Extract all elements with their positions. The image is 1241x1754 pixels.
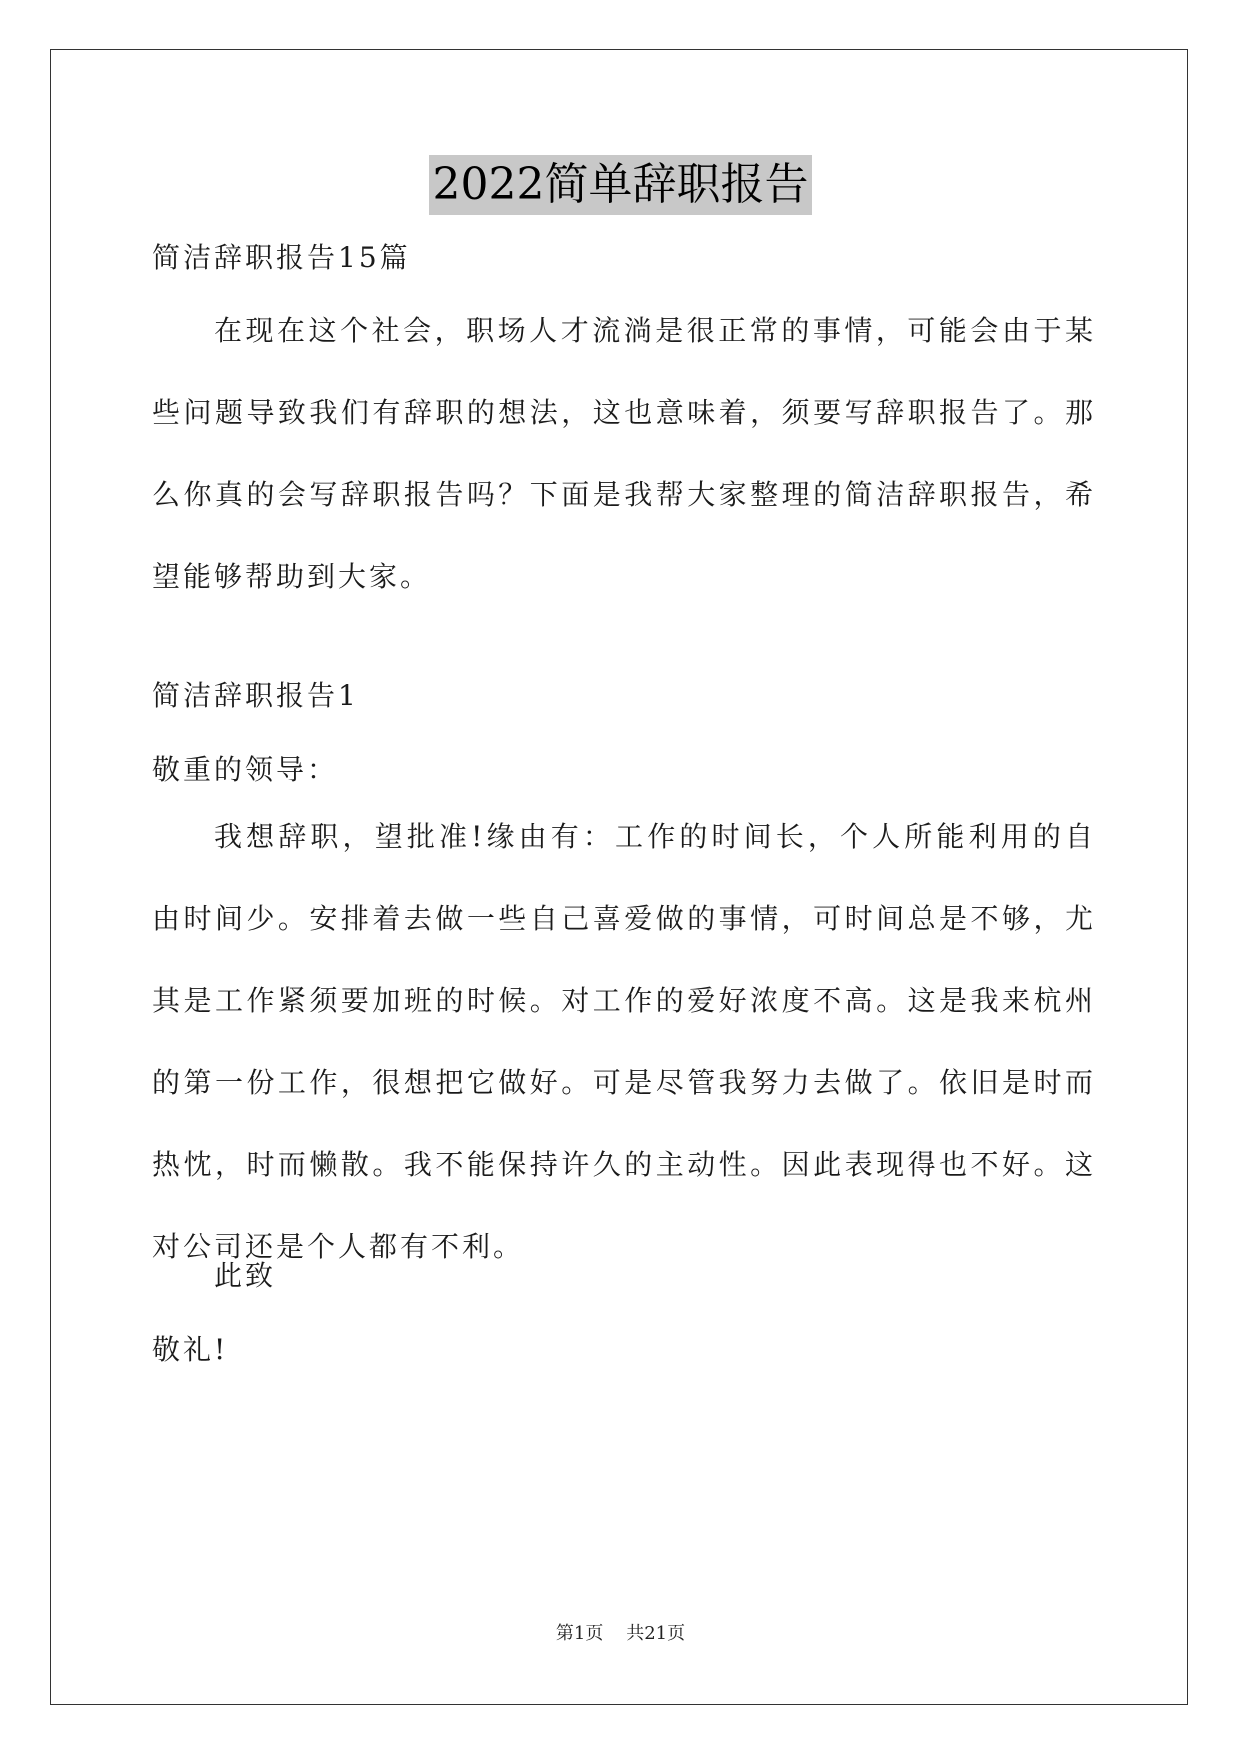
title-container	[0, 155, 1241, 215]
intro-paragraph: 在现在这个社会，职场人才流淌是很正常的事情，可能会由于某些问题导致我们有辞职的想法，这也意味着，须要写辞职报告了。那么你真的会写辞职报告吗？下面是我帮大家整理的简洁辞职报告，希望能够帮助到大家。	[152, 314, 1096, 593]
closing-line-2: 敬礼!	[152, 1333, 229, 1366]
subtitle: 简洁辞职报告15篇	[152, 241, 411, 274]
document-title: 2022简单辞职报告	[429, 155, 813, 215]
section-heading: 简洁辞职报告1	[152, 679, 359, 712]
page-number: 第1页	[555, 1623, 604, 1644]
page-footer	[0, 1622, 1241, 1646]
closing-line-1: 此致	[214, 1259, 277, 1292]
body-paragraph: 我想辞职，望批准!缘由有：工作的时间长，个人所能利用的自由时间少。安排着去做一些自己喜爱做的事情，可时间总是不够，尤其是工作紧须要加班的时候。对工作的爱好浓度不高。这是我来杭州的第一份工作，很想把它做好。可是尽管我努力去做了。依旧是时而热忱，时而懒散。我不能保持许久的主动性。因此表现得也不好。这对公司还是个人都有不利。	[152, 820, 1096, 1263]
page-total: 共21页	[626, 1623, 686, 1644]
salutation: 敬重的领导：	[152, 753, 339, 786]
